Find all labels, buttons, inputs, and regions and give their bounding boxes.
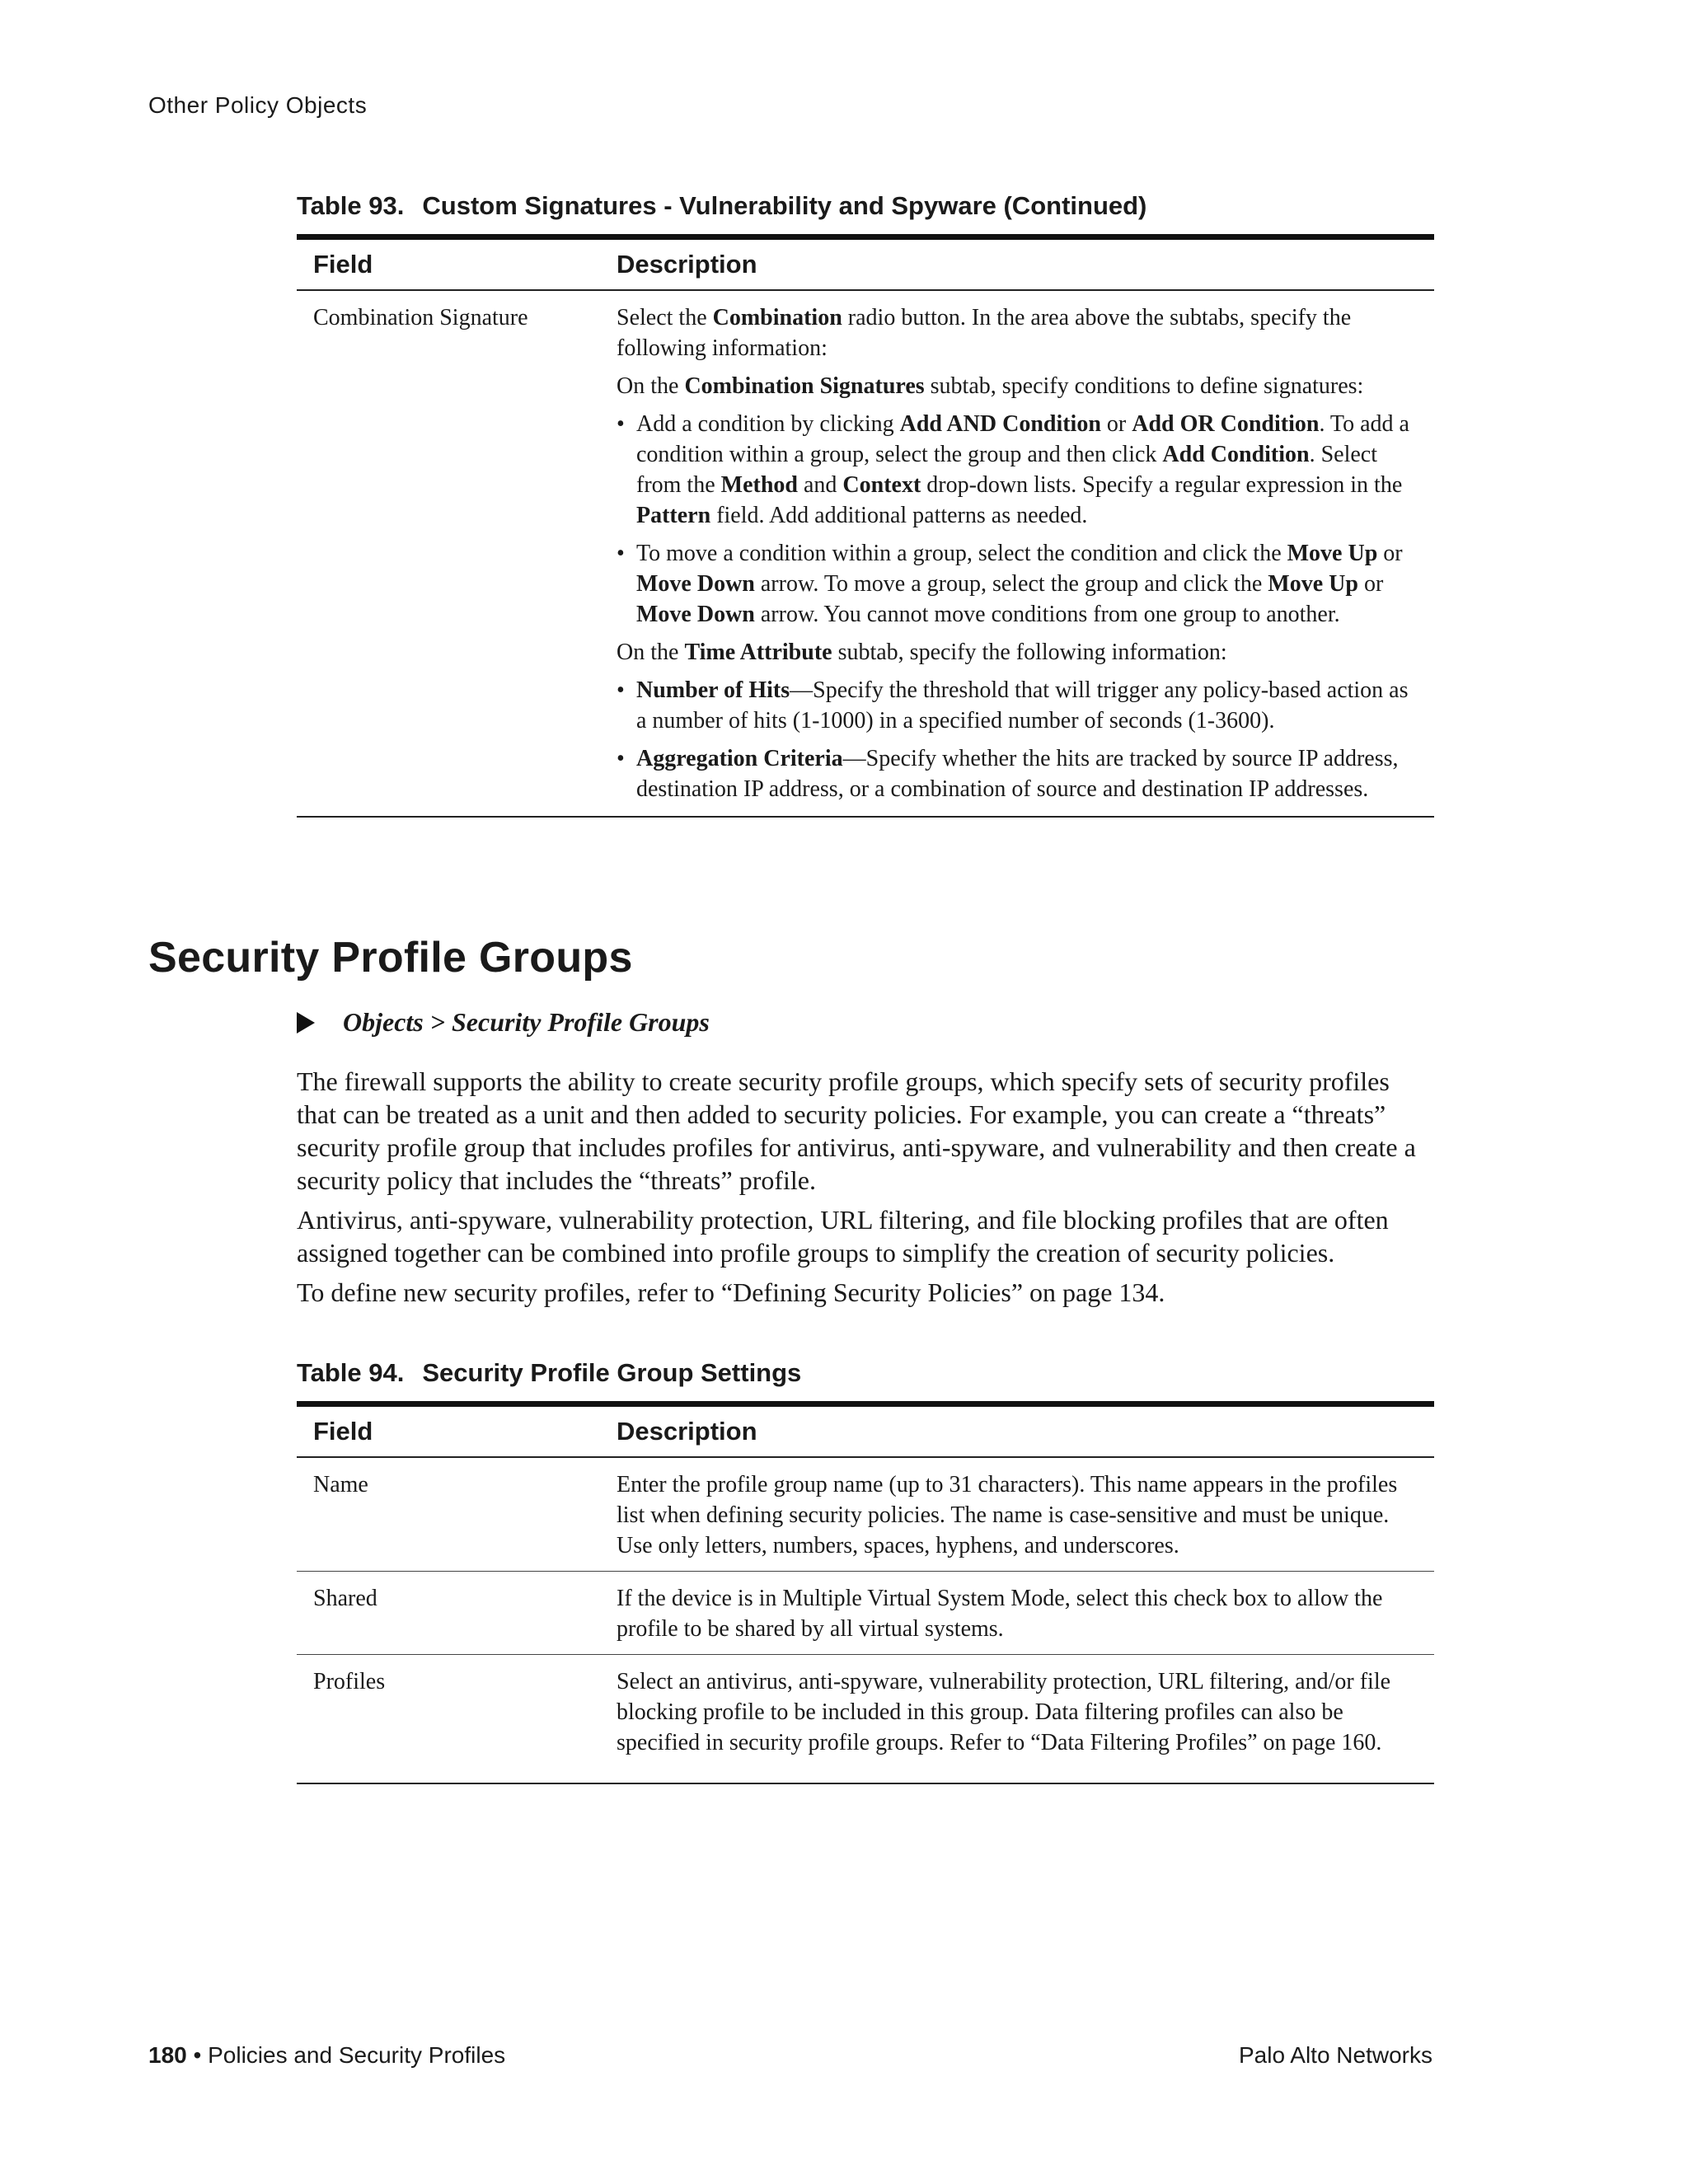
table-row — [297, 1458, 1434, 1572]
table-93-title: Custom Signatures - Vulnerability and Spyware (Continued) — [422, 191, 1147, 220]
bullet-item: • Add a condition by clicking Add AND Condition or Add OR Condition. To add a condition within a group, select the group and then click Add Condition. Select from the Method and Context drop-down lists. Specify a regular expression in the Pattern field. Add additional patterns as needed. — [617, 409, 1418, 531]
footer-separator: • — [186, 2042, 209, 2068]
body-paragraph: To define new security profiles, refer to “Defining Security Policies” on page 134. — [297, 1277, 1165, 1307]
column-header-description: Description — [617, 1417, 757, 1446]
desc-paragraph: On the Time Attribute subtab, specify the following information: — [617, 640, 1227, 665]
row-field-shared: Shared — [313, 1586, 377, 1611]
bullet-list — [617, 409, 1418, 630]
bullet-item: • To move a condition within a group, select the condition and click the Move Up or Move Down arrow. To move a group, select the group and click the Move Up or Move Down arrow. You cannot move conditions from one group to another. — [617, 538, 1418, 630]
desc-paragraph: Select the Combination radio button. In the area above the subtabs, specify the following information: — [617, 305, 1352, 361]
bullet-list — [617, 675, 1418, 804]
row-field-name: Name — [313, 1472, 368, 1497]
row-field-combination-signature: Combination Signature — [313, 305, 528, 330]
chapter-title: Policies and Security Profiles — [208, 2042, 506, 2068]
table-row — [297, 1572, 1434, 1655]
page-number: 180 — [148, 2042, 187, 2068]
bullet-item: • Aggregation Criteria—Specify whether the hits are tracked by source IP address, destination IP address, or a combination of source and destination IP addresses. — [617, 743, 1418, 804]
column-header-field: Field — [313, 250, 373, 279]
bullet-item: • Number of Hits—Specify the threshold that will trigger any policy-based action as a number of hits (1-1000) in a specified number of seconds (1-3600). — [617, 675, 1418, 736]
column-header-field: Field — [313, 1417, 373, 1446]
row-field-profiles: Profiles — [313, 1669, 386, 1694]
section-heading: Security Profile Groups — [148, 934, 633, 982]
row-description: Select an antivirus, anti-spyware, vulnerability protection, URL filtering, and/or file blocking profile to be included in this group. Data filtering profiles can also be specified in security profile groups. Refer to “Data Filtering Profiles” on page 160. — [617, 1669, 1391, 1755]
footer-left — [148, 2042, 505, 2069]
table-row — [297, 291, 1434, 816]
table-93-number: Table 93. — [297, 191, 405, 220]
body-paragraph: The firewall supports the ability to create security profile groups, which specify sets of security profiles that can be treated as a unit and then added to security policies. For example, you can create a “threats” security profile group that includes profiles for antivirus, anti-spyware, and vulnerability and then create a security policy that includes the “threats” profile. — [297, 1066, 1416, 1195]
row-description — [617, 302, 1434, 804]
table-94-title: Security Profile Group Settings — [422, 1358, 802, 1387]
table-94-caption — [297, 1358, 801, 1388]
running-header: Other Policy Objects — [148, 92, 368, 118]
table-header-row — [297, 240, 1434, 291]
company-name: Palo Alto Networks — [1239, 2042, 1432, 2068]
navigation-path — [297, 1007, 710, 1038]
row-description: If the device is in Multiple Virtual System Mode, select this check box to allow the profile to be shared by all virtual systems. — [617, 1586, 1383, 1642]
table-header-row — [297, 1407, 1434, 1458]
body-paragraph: Antivirus, anti-spyware, vulnerability protection, URL filtering, and file blocking profiles that are often assigned together can be combined into profile groups to simplify the creation of security policies. — [297, 1205, 1389, 1268]
table-94-number: Table 94. — [297, 1358, 405, 1387]
table-row — [297, 1655, 1434, 1783]
column-header-description: Description — [617, 250, 757, 279]
desc-paragraph: On the Combination Signatures subtab, specify conditions to define signatures: — [617, 373, 1364, 399]
table-93-caption — [297, 191, 1146, 221]
section-body — [297, 1065, 1434, 1315]
table-93 — [297, 234, 1434, 818]
triangle-right-icon — [297, 1012, 315, 1033]
navigation-path-text: Objects > Security Profile Groups — [343, 1007, 710, 1037]
table-94 — [297, 1401, 1434, 1784]
row-description: Enter the profile group name (up to 31 characters). This name appears in the profiles list when defining security policies. The name is case-sensitive and must be unique. Use only letters, numbers, spaces, hyphens, and underscores. — [617, 1472, 1398, 1558]
